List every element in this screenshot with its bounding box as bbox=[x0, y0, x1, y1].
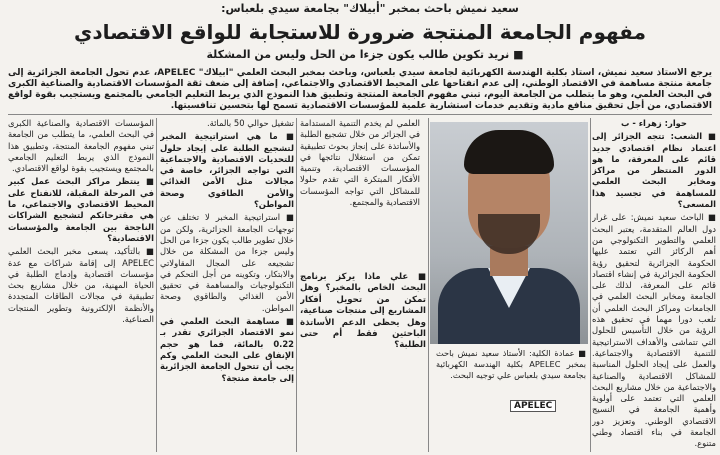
paragraph: العلمي لم يخدم التنمية المستدامة في الجزائر من خلال تشجيع الطلبة والأساتذة على إنجاز بحوث تطبيقية تمكن من استغلال نتائجها في المؤسسات الاقتصادية، وتنمية الأفكار المبتكرة التي تقدم حلولا للمشاكل التي تواجه المؤسسات الاقتصادية والمجتمع. bbox=[300, 118, 420, 208]
column-divider bbox=[428, 118, 429, 452]
column-divider bbox=[296, 118, 297, 452]
answer: ■ الباحث سعيد نميش: على غرار دول العالم المتقدمة، يعتبر البحث العلمي والتطوير التكنولوجي من أهم الركائز التي تعتمد عليها الحكومة الجزائرية لتحقيق رؤية الحكومة الجزائرية في إنشاء اقتصاد قائم على المعرفة، لذلك على الجامعة ومخابر البحث العلمي في الجامعات ومراكز البحث العلمي أن تلعب دورا مهما في تحقيق هذه الرؤية من خلال التأسيس للحلول التي تتماشى والأهداف الاستراتيجية للتنمية الاقتصادية والاجتماعية. والعمل على إيجاد الحلول المناسبة للمشاكل الاقتصادية والصناعية والاجتماعية من خلال مشاريع البحث العلمي التي تعتمد على أولوية وأهمية الجامعة في النسيج الاقتصادي الوطني. وتعزيز دور الجامعة في بناء اقتصاد وطني متنوع. bbox=[592, 212, 716, 449]
column-divider bbox=[156, 118, 157, 452]
byline: حوار: زهراء - ب bbox=[621, 118, 687, 128]
photo-caption: ■ عمادة الكلية: الأستاذ سعيد نميش باحث بمخبر APELEC بكلية الهندسة الكهربائية بجامعة سيدي بلعباس علي توجيه البحث. bbox=[436, 348, 586, 380]
paragraph: تشغيل حوالي 50 بالمائة. bbox=[206, 118, 294, 128]
paragraph: المؤسسات الاقتصادية والصناعية الكبرى في البحث العلمي، ما يتطلب من الجامعة تبني مفهوم الجامعة المنتجة، وتطبيق هذا النموذج الذي يربط التعليم الجامعي بالمجتمع ويستجيب بقوة لواقع الاقتصادي. bbox=[8, 118, 154, 174]
column-divider bbox=[590, 118, 591, 452]
answer: ■ بالتأكيد، يسعى مخبر البحث العلمي APELEC إلى إقامة شراكات مع عدة مؤسسات اقتصادية وإدماج الطلبة في الحياة المهنية، من خلال مشاريع بحث تطبيقية في مجالات الطاقات المتجددة والأنظمة الإلكترونية وتطوير المنتجات الصناعية. bbox=[8, 246, 154, 325]
question: ■ ينتظر مراكز البحث عمل كبير في المرحلة المقبلة، للانفتاح على المحيط الاقتصادي والاجتماعي، ما هي مقترحاتكم لتشجيع الشراكات الناجحة بين الجامعة والمؤسسات الاقتصادية؟ bbox=[8, 176, 154, 243]
question: ■ الشعب: تتجه الجزائر إلى اعتماد نظام اقتصادي جديد قائم على المعرفة، ما هو الدور المنتظر من مراكز ومخابر البحث العلمي للمساهمة في تجسيد هذا المسعى؟ bbox=[592, 131, 716, 210]
column-middle-left bbox=[160, 118, 294, 452]
column-right bbox=[592, 118, 716, 452]
question: ■ ما هي استراتيجية المخبر لتشجيع الطلبة على إيجاد حلول للتحديات الاقتصادية والاجتماعية التي تواجه الجزائر، خاصة في مجالات مثل الأمن الغذائي والأمن الطاقوي وصحة المواطن؟ bbox=[160, 131, 294, 210]
kicker: سعيد نميش باحث بمخبر "أبيلاك" بجامعة سيدي بلعباس: bbox=[221, 2, 519, 15]
column-left bbox=[8, 118, 154, 452]
divider bbox=[8, 114, 712, 115]
answer: ■ استراتيجية المخبر لا تختلف عن توجهات الجامعة الجزائرية، ولكن من خلال تطوير طالب يكون جزءا من الحل وليس جزءا من المشكلة من خلال تشجيعه على المجال المقاولاتي والابتكار، وتكوينه من أجل التحكم في التكنولوجيات والمساهمة في تحقيق الأمن الغذائي والطاقوي وصحة المواطن. bbox=[160, 212, 294, 313]
column-middle-top bbox=[300, 118, 420, 268]
subheadline: ■ نريد تكوين طالب يكون جزءا من الحل وليس من المشكلة bbox=[206, 48, 524, 61]
interviewee-photo bbox=[430, 122, 588, 344]
lab-logo: APELEC bbox=[510, 400, 556, 412]
question: ■ مساهمة البحث العلمي في نمو الاقتصاد الجزائري تقدر بـ 0.22 بالمائة، فما هو حجم الإنفاق على البحث العلمي وكم يجب أن تتحول الجامعة الجزائرية إلى جامعة منتجة؟ bbox=[160, 316, 294, 383]
lead-paragraph: يرجع الأستاذ سعيد نميش، أستاذ بكلية الهندسة الكهربائية لجامعة سيدي بلعباس، وباحث بمخبر البحث العلمي "أبيلاك" APELEC، عدم تحول الجامعة الجزائرية إلى جامعة منتجة مساهمة في الاقتصاد الوطني، إلى عدم انفتاحها على المحيط الاقتصادي والاجتماعي، إضافة إلى ضعف ثقة المؤسسات الاقتصادية والصناعية الكبرى في البحث العلمي، وهو ما يتطلب من الجامعة اليوم، تبني مفهوم الجامعة المنتجة وتطبيق هذا النموذج الذي يربط التعليم الجامعي بالمجتمع ويستجيب بقوة لواقع الاقتصادي، من أجل تحقيق منافع مادية وتقديم خدمات استشارية علمية للمؤسسات الاقتصادية تسمح لها بتحسين تنافسيتها. bbox=[8, 68, 712, 111]
pull-question: ■ علي ماذا يركز برنامج البحث الخاص بالمخبر؟ وهل تمكن من تحويل أفكار المشاريع إلى منتجات صناعية، وهل يحظى الدعم الأساتذة الباحثين فقط أم حتى الطلبة؟ bbox=[300, 272, 426, 351]
headline: مفهوم الجامعة المنتجة ضرورة للاستجابة للواقع الاقتصادي bbox=[74, 20, 646, 44]
